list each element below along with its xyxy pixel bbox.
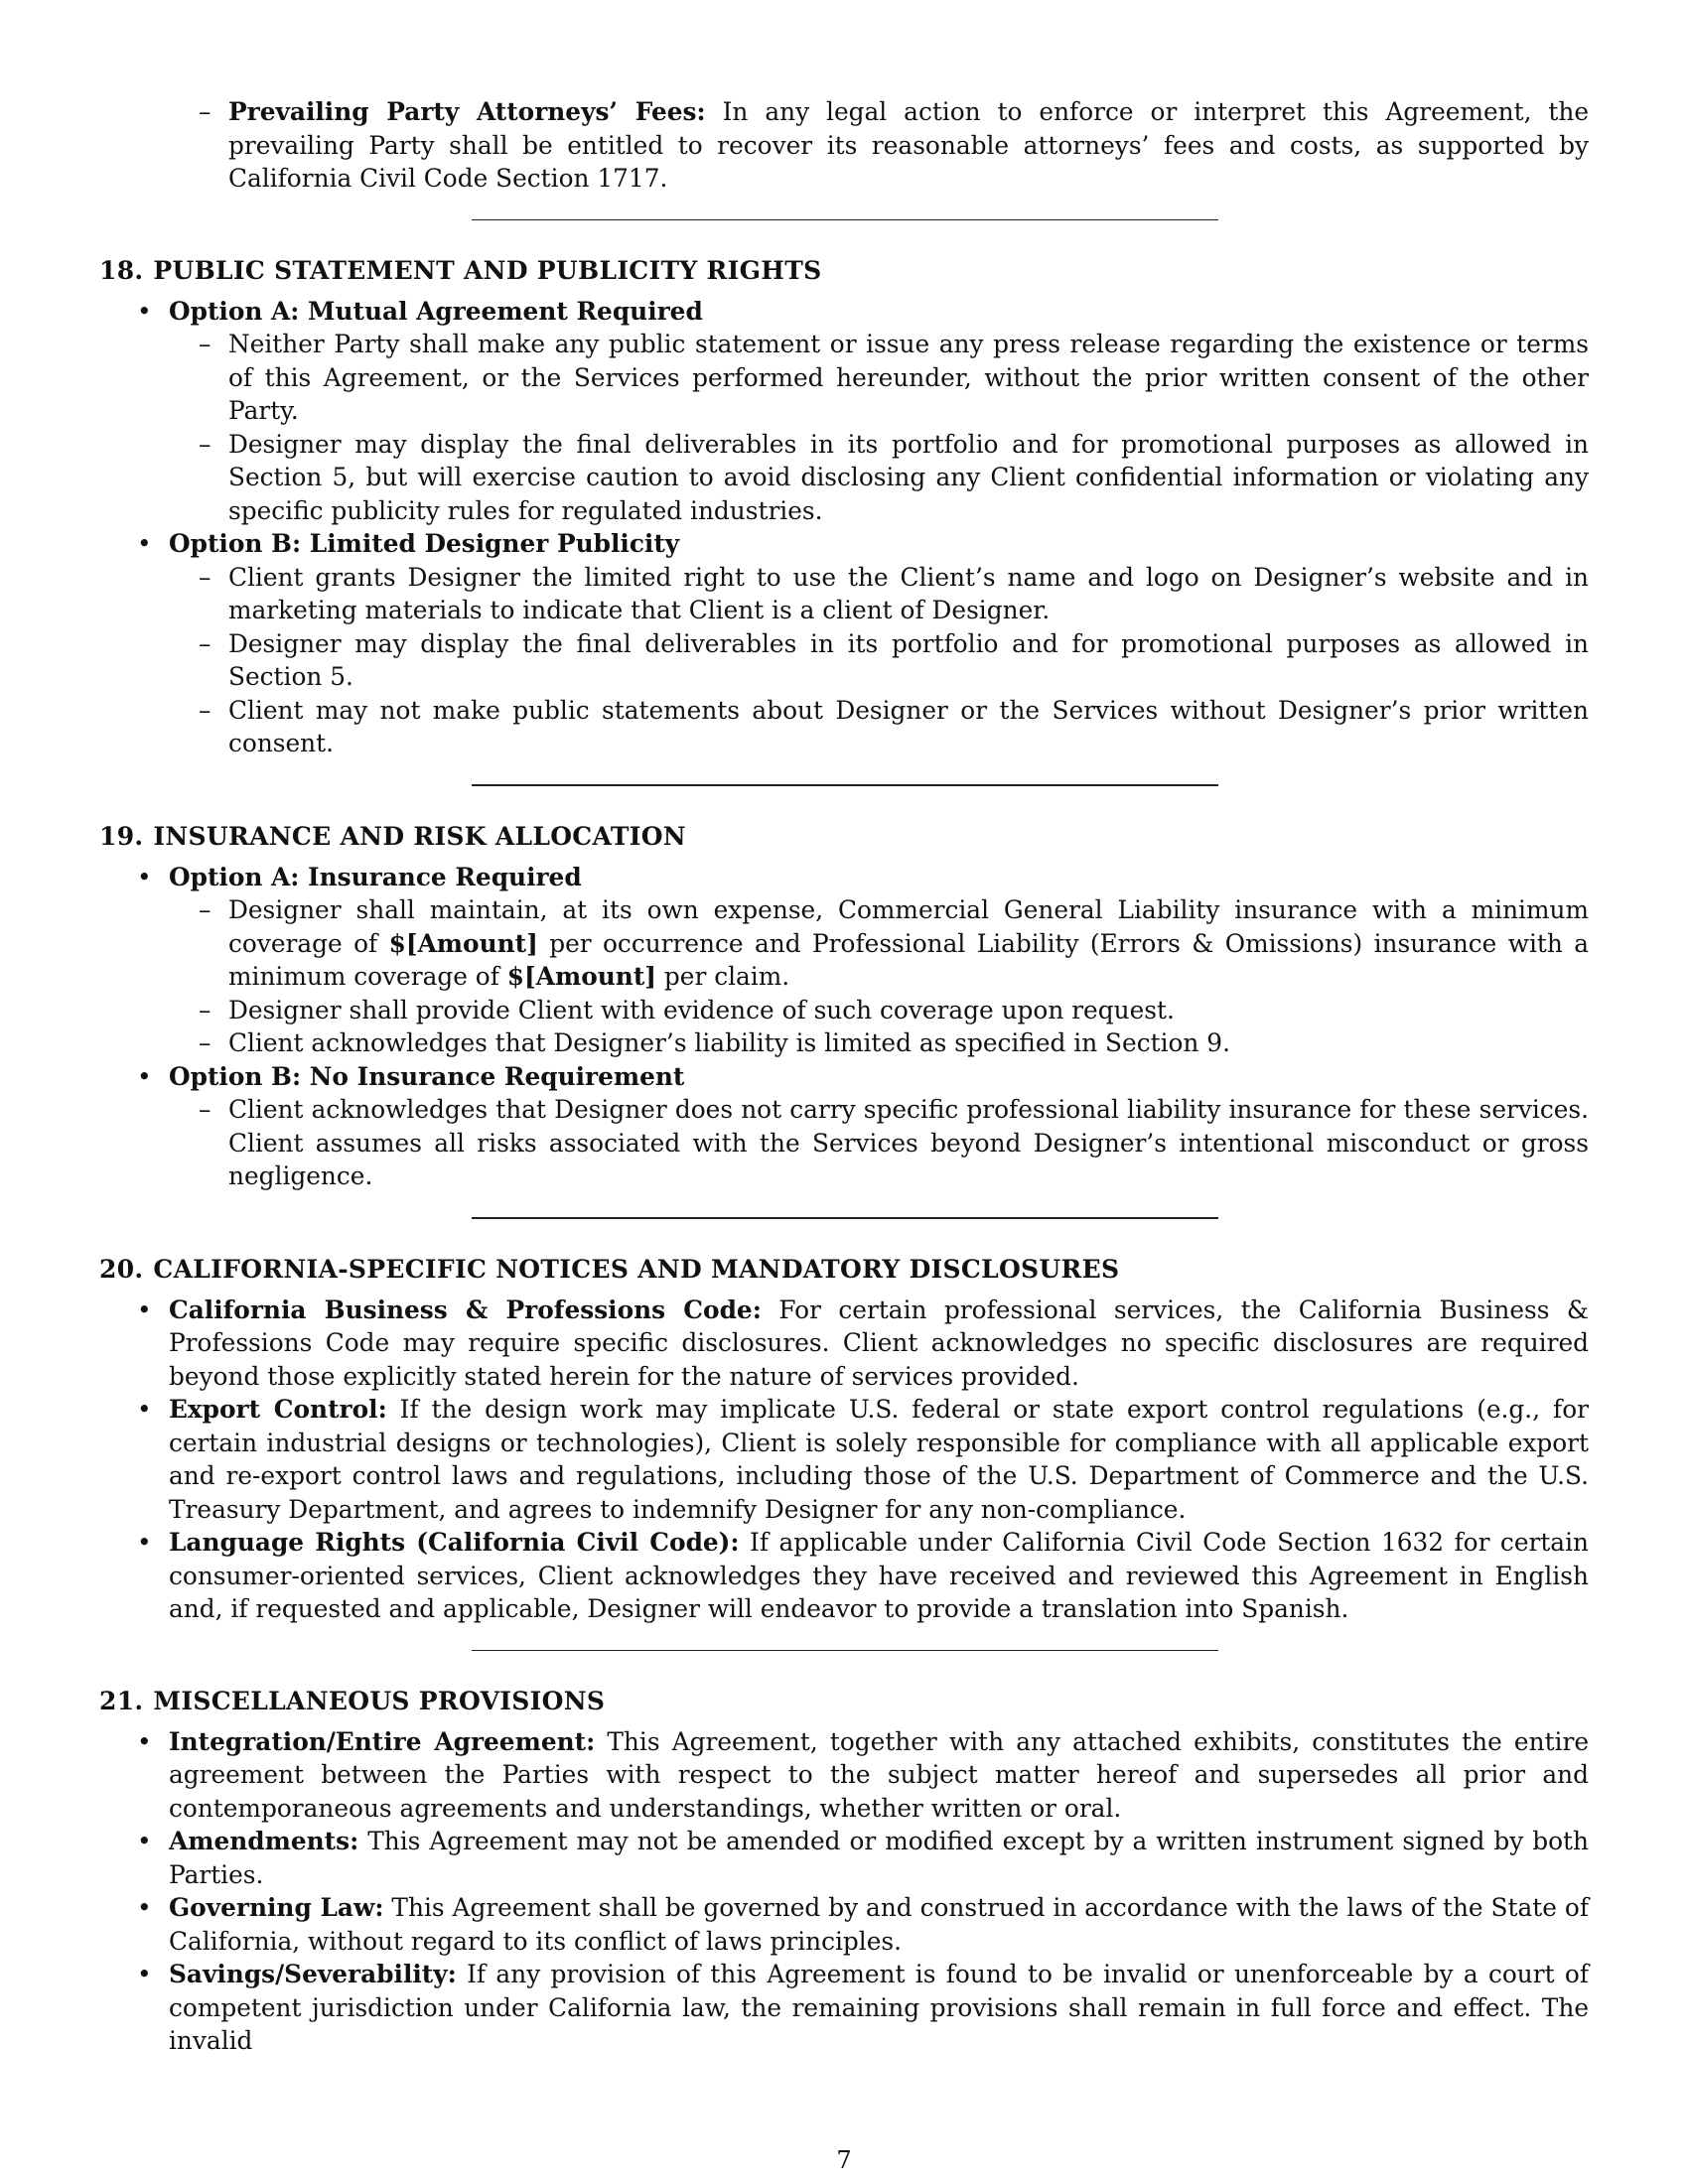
list-item: – Client acknowledges that Designer does not carry specific professional liability insurance for these services. Client assumes all risks associated with the Services beyond Designer’s intentional misconduct or gross negligence. — [169, 1093, 1589, 1193]
list-item: – Client may not make public statements about Designer or the Services without Designer’s prior written consent. — [169, 694, 1589, 760]
option-a — [99, 295, 1589, 528]
carryover-list — [99, 95, 1589, 196]
list-item: • Amendments: This Agreement may not be amended or modified except by a written instrument signed by both Parties. — [99, 1825, 1589, 1891]
amount-placeholder: $[Amount] — [506, 962, 657, 991]
list-item: – Designer may display the final deliverables in its portfolio and for promotional purposes as allowed in Section 5, but will exercise caution to avoid disclosing any Client confidential information or violating any specific publicity rules for regulated industries. — [169, 428, 1589, 528]
list-item: – Client acknowledges that Designer’s liability is limited as specified in Section 9. — [169, 1026, 1589, 1060]
list-item: – Designer may display the final deliverables in its portfolio and for promotional purposes as allowed in Section 5. — [169, 627, 1589, 694]
list-item: • Language Rights (California Civil Code): If applicable under California Civil Code Section 1632 for certain consumer-oriented services, Client acknowledges they have received and reviewed this Agreement in English and, if requested and applicable, Designer will endeavor to provide a translation into Spanish. — [99, 1526, 1589, 1626]
list-item: – Designer shall maintain, at its own expense, Commercial General Liability insurance with a minimum coverage of $[Amount] per occurrence and Professional Liability (Errors & Omissions) insurance with a minimum coverage of $[Amount] per claim. — [169, 893, 1589, 994]
list-item: – Designer shall provide Client with evidence of such coverage upon request. — [169, 994, 1589, 1027]
divider — [472, 784, 1218, 786]
option-a — [99, 861, 1589, 1060]
list-item: – Neither Party shall make any public statement or issue any press release regarding the existence or terms of this Agreement, or the Services performed hereunder, without the prior written consent of the other Party. — [169, 328, 1589, 428]
option-label: Option B: No Insurance Requirement — [169, 1061, 685, 1091]
list-item: • Integration/Entire Agreement: This Agreement, together with any attached exhibits, constitutes the entire agreement between the Parties with respect to the subject matter hereof and supersedes all prior and contemporaneous agreements and understandings, whether written or oral. — [99, 1725, 1589, 1826]
item-label: Prevailing Party Attorneys’ Fees: — [228, 97, 706, 126]
document-page — [99, 95, 1589, 2058]
section-heading-21: 21. MISCELLANEOUS PROVISIONS — [99, 1686, 606, 1715]
list-item: • California Business & Professions Code: For certain professional services, the California Business & Professions Code may require specific disclosures. Client acknowledges no specific disclosures are required beyond those explicitly stated herein for the nature of services provided. — [99, 1294, 1589, 1394]
item-text: In any legal action to enforce or interpret this Agreement, the prevailing Party shall be entitled to recover its reasonable attorneys’ fees and costs, as supported by California Civil Code Section 1717. — [228, 97, 1590, 193]
section-19-list — [99, 861, 1589, 1193]
divider — [472, 1217, 1218, 1219]
section-20-list — [99, 1294, 1589, 1626]
list-item: • Savings/Severability: If any provision of this Agreement is found to be invalid or unenforceable by a court of competent jurisdiction under California law, the remaining provisions shall remain in full force and effect. The invalid — [99, 1958, 1589, 2058]
section-21-list — [99, 1725, 1589, 2058]
list-item: – Client grants Designer the limited right to use the Client’s name and logo on Designer’s website and in marketing materials to indicate that Client is a client of Designer. — [169, 561, 1589, 627]
section-heading-20: 20. CALIFORNIA-SPECIFIC NOTICES AND MANDATORY DISCLOSURES — [99, 1254, 1120, 1284]
section-heading-18: 18. PUBLIC STATEMENT AND PUBLICITY RIGHTS — [99, 255, 822, 285]
option-b — [99, 1060, 1589, 1193]
divider — [472, 219, 1218, 220]
section-18-list — [99, 295, 1589, 760]
amount-placeholder: $[Amount] — [388, 928, 538, 958]
option-b — [99, 527, 1589, 760]
list-item: • Governing Law: This Agreement shall be governed by and construed in accordance with the laws of the State of California, without regard to its conflict of laws principles. — [99, 1891, 1589, 1958]
section-heading-19: 19. INSURANCE AND RISK ALLOCATION — [99, 821, 686, 851]
option-label: Option A: Mutual Agreement Required — [169, 296, 703, 326]
list-item: • Export Control: If the design work may implicate U.S. federal or state export control regulations (e.g., for certain industrial designs or technologies), Client is solely responsible for compliance with all applicable export and re-export control laws and regulations, including those of the U.S. Department of Commerce and the U.S. Treasury Department, and agrees to indemnify Designer for any non-compliance. — [99, 1393, 1589, 1526]
page-number: 7 — [836, 2146, 852, 2174]
option-label: Option B: Limited Designer Publicity — [169, 529, 680, 558]
divider — [472, 1650, 1218, 1651]
list-item — [99, 95, 1589, 196]
option-label: Option A: Insurance Required — [169, 862, 582, 891]
